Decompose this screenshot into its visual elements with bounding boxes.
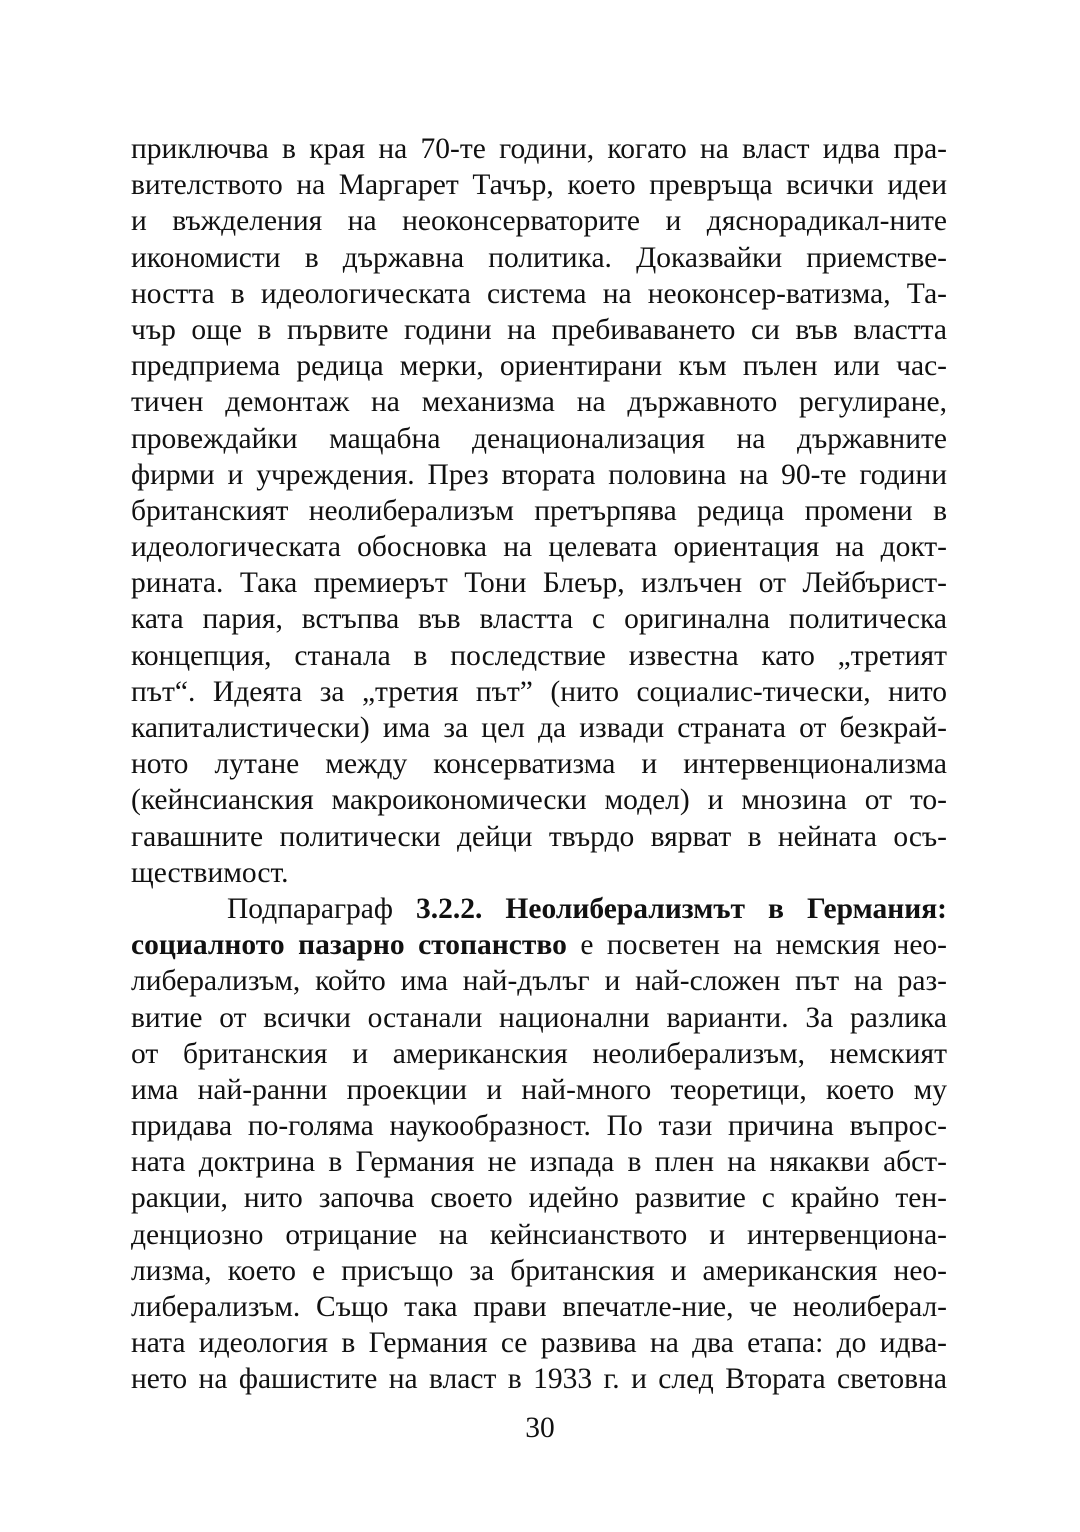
paragraph2-intro: Подпараграф xyxy=(227,892,417,925)
paragraph1-line: тичен демонтаж на механизма на държавното регулиране, xyxy=(131,386,947,419)
paragraph2-line: либерализъм, който има най-дълъг и най-сложен път на раз- xyxy=(131,965,947,998)
paragraph2-line: ракции, нито започва своето идейно развитие с крайно тен- xyxy=(131,1182,947,1215)
paragraph1-line: (кейнсианския макроикономически модел) и мнозина от то- xyxy=(131,784,947,817)
paragraph1-line: британският неолиберализъм претърпява редица промени в xyxy=(131,494,947,527)
paragraph1-line: ществимост. xyxy=(131,856,289,889)
paragraph2-line: ната доктрина в Германия не изпада в плен на някакви абст- xyxy=(131,1146,947,1179)
paragraph1-line: капиталистически) има за цел да извади страната от безкрай- xyxy=(131,712,947,744)
body-text xyxy=(131,131,947,1398)
paragraph1-line: провеждайки мащабна денационализация на държавните xyxy=(131,422,947,455)
page-number: 30 xyxy=(525,1412,555,1444)
paragraph1-line: приключва в края на 70-те години, когато на власт идва пра- xyxy=(131,133,947,165)
paragraph2-first-line xyxy=(131,891,947,927)
paragraph1-line: ното лутане между консерватизма и интервенционализма xyxy=(131,748,947,781)
paragraph1-line: ността в идеологическата система на неоконсер-ватизма, Та- xyxy=(131,277,947,310)
paragraph1-line: предприема редица мерки, ориентирани към пълен или час- xyxy=(131,350,947,383)
section-heading-part1: 3.2.2. Неолиберализмът в Германия: xyxy=(416,892,948,925)
paragraph2-line: придава по-голяма наукообразност. По тази причина въпрос- xyxy=(131,1110,947,1143)
section-heading-part2: социалното пазарно стопанство xyxy=(131,929,567,962)
paragraph1-line: рината. Така премиерът Тони Блеър, излъчен от Лейбърист- xyxy=(131,567,947,600)
paragraph1-line: икономисти в държавна политика. Доказвайки приемстве- xyxy=(131,241,947,274)
paragraph1-line: вителството на Маргарет Тачър, което превръща всички идеи xyxy=(131,169,947,202)
paragraph1-line: идеологическата обосновка на целевата ориентация на докт- xyxy=(131,531,947,564)
paragraph2-second-line xyxy=(131,927,947,963)
paragraph1-line: ката пария, встъпва във властта с оригинална политическа xyxy=(131,603,947,636)
paragraph2-line: витие от всички останали национални варианти. За разлика xyxy=(131,1001,947,1034)
paragraph1-line: концепция, станала в последствие известна като „третият xyxy=(131,639,947,672)
paragraph1-line: път“. Идеята за „третия път” (нито социалис-тически, нито xyxy=(131,675,947,708)
paragraph2-line: нето на фашистите на власт в 1933 г. и след Втората световна xyxy=(131,1363,947,1396)
paragraph2-line: има най-ранни проекции и най-много теоретици, което му xyxy=(131,1073,947,1106)
paragraph1-line: фирми и учреждения. През втората половина на 90-те години xyxy=(131,458,947,491)
paragraph1-line: и въжделения на неоконсерваторите и дяснорадикал-ните xyxy=(131,205,947,238)
paragraph2-line: лизма, което е присъщо за британския и американския нео- xyxy=(131,1254,947,1287)
paragraph1-line: чър още в първите години на пребиваването си във властта xyxy=(131,313,947,346)
paragraph2-line: денциозно отрицание на кейнсианството и интервенциона- xyxy=(131,1218,947,1251)
paragraph2-line: от британския и американския неолиберализъм, немският xyxy=(131,1037,947,1070)
paragraph2-line: ната идеология в Германия се развива на два етапа: до идва- xyxy=(131,1327,947,1360)
paragraph1-line: гавашните политически дейци твърдо вярват в нейната осъ- xyxy=(131,820,947,853)
paragraph2-line: либерализъм. Също така прави впечатле-ние, че неолиберал- xyxy=(131,1291,947,1323)
paragraph2-line2-rest: е посветен на немския нео- xyxy=(566,929,948,962)
